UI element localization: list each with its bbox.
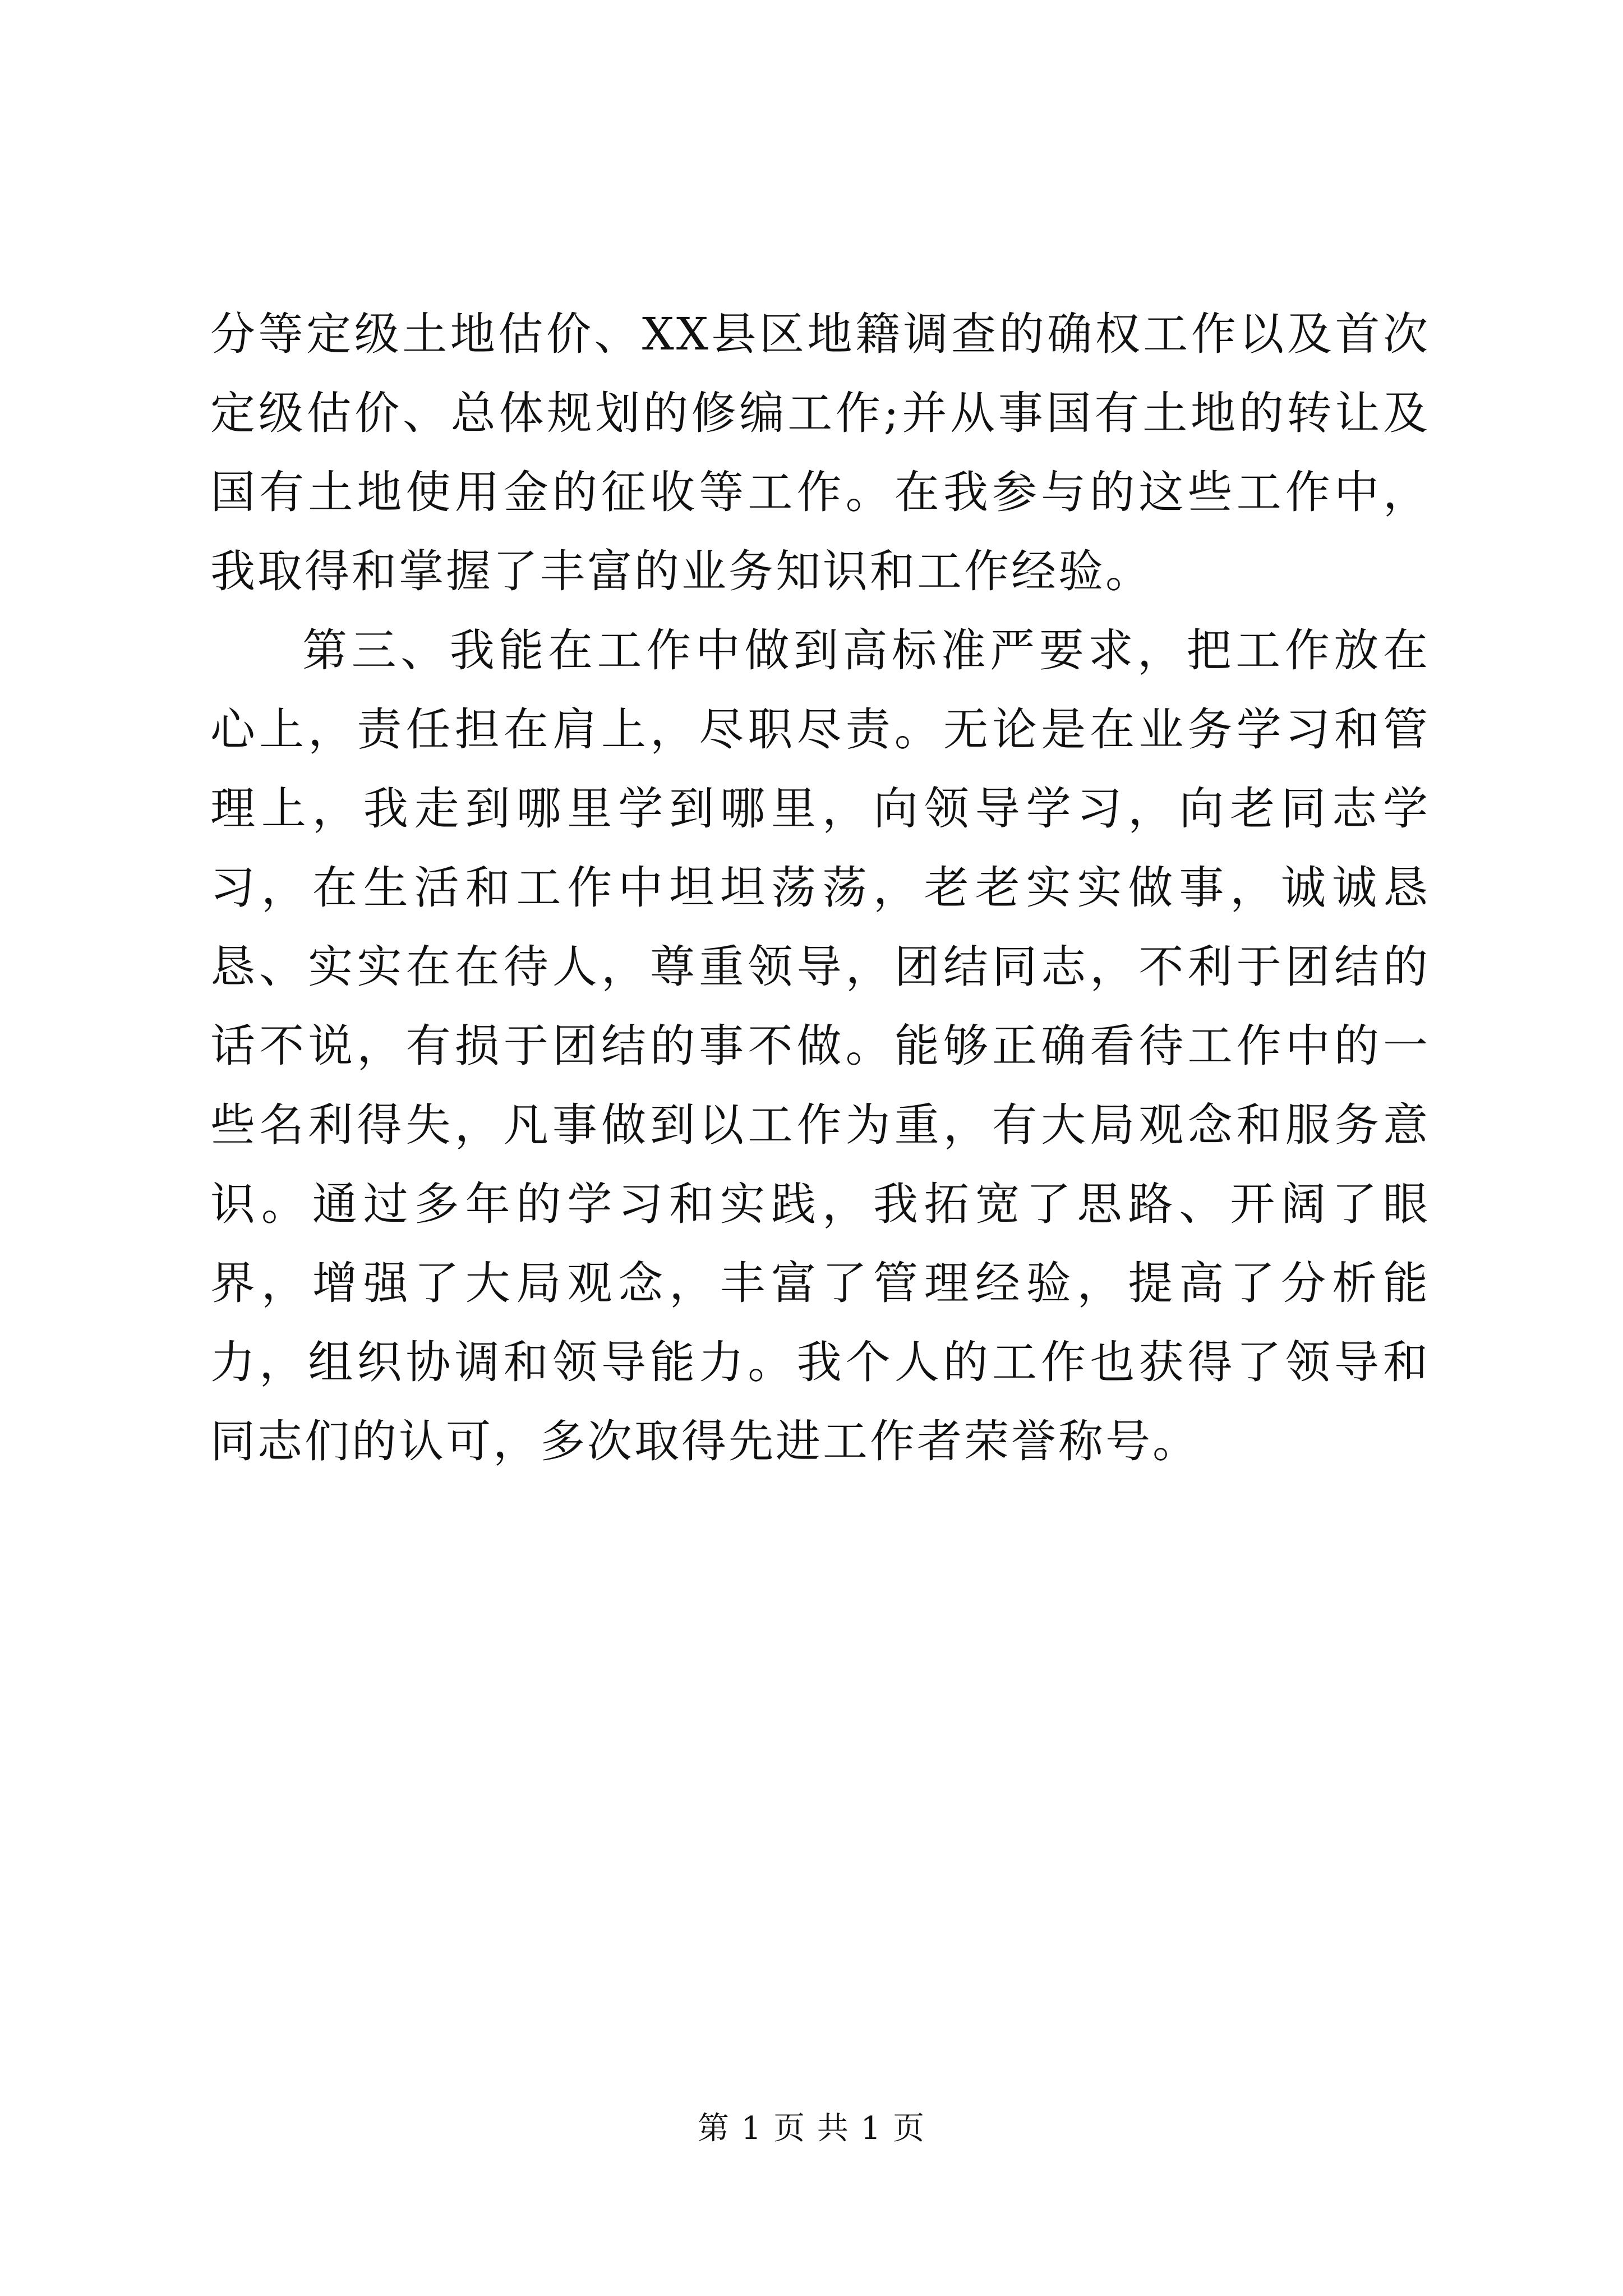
page-footer: 第 1 页 共 1 页 [697,2110,926,2147]
paragraph-1: 分等定级土地估价、XX县区地籍调查的确权工作以及首次定级估价、总体规划的修编工作;并从事国有土地的转让及国有土地使用金的征收等工作。在我参与的这些工作中，我取得和掌握了丰富的业务知识和工作经验。 [210,308,1430,597]
document-body [210,295,1430,1481]
paragraph-2: 第三、我能在工作中做到高标准严要求，把工作放在心上，责任担在肩上，尽职尽责。无论是在业务学习和管理上，我走到哪里学到哪里，向领导学习，向老同志学习，在生活和工作中坦坦荡荡，老老实实做事，诚诚恳恳、实实在在待人，尊重领导，团结同志，不利于团结的话不说，有损于团结的事不做。能够正确看待工作中的一些名利得失，凡事做到以工作为重，有大局观念和服务意识。通过多年的学习和实践，我拓宽了思路、开阔了眼界，增强了大局观念，丰富了管理经验，提高了分析能力，组织协调和领导能力。我个人的工作也获得了领导和同志们的认可，多次取得先进工作者荣誉称号。 [210,624,1430,1467]
